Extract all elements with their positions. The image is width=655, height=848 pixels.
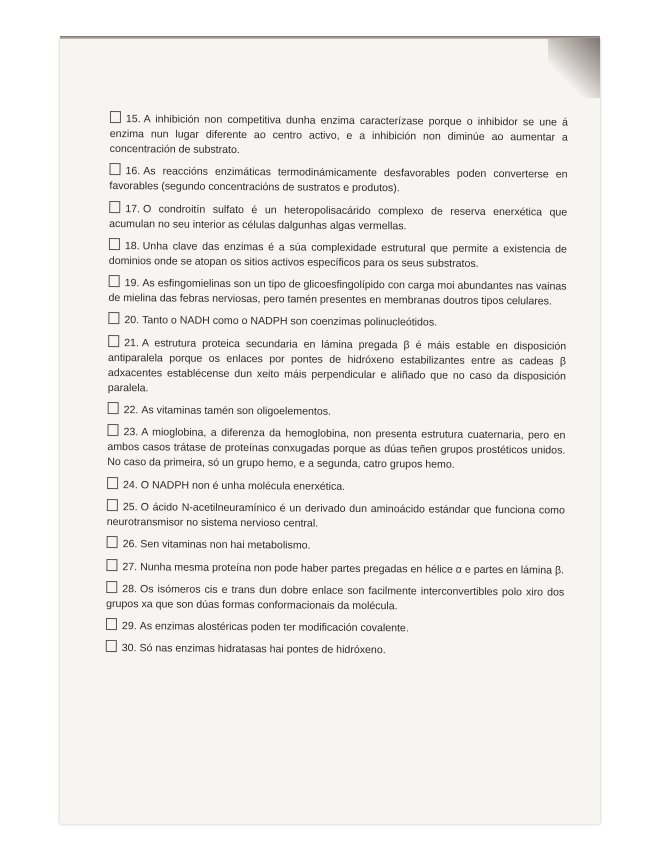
- question-text: O NADPH non é unha molécula enerxética.: [140, 478, 346, 493]
- question-text: Tanto o NADH como o NADPH son coenzimas polinucleótidos.: [142, 314, 438, 330]
- question-24: [107, 477, 565, 497]
- question-30: [106, 640, 564, 660]
- checkbox[interactable]: [108, 312, 119, 324]
- checkbox[interactable]: [106, 640, 117, 652]
- question-text: O ácido N-acetilneuramínico é un derivado dun aminoácido estándar que funciona como neurotransmisor no sistema nervioso central.: [106, 501, 565, 530]
- question-text: As esfingomielinas son un tipo de glicoesfingolípido con carga moi abundantes nas vainas de mielina das febras nerviosas, pero tamén presentes en membranas doutros tipos celulares.: [108, 277, 567, 308]
- question-text: Os isómeros cis e trans dun dobre enlace son facilmente interconvertibles polo xiro dos grupos xa que son dúas formas conformacionais da molécula.: [106, 583, 565, 613]
- checkbox[interactable]: [106, 618, 117, 630]
- question-25: [107, 499, 565, 534]
- question-19: [108, 275, 566, 310]
- checkbox[interactable]: [109, 163, 120, 175]
- question-number: 20.: [124, 314, 140, 327]
- checkbox[interactable]: [108, 335, 119, 347]
- question-list: [106, 111, 568, 666]
- question-15: [110, 111, 568, 161]
- question-text: As enzimas alostéricas poden ter modificación covalente.: [139, 620, 409, 635]
- question-number: 23.: [123, 426, 139, 439]
- question-number: 27.: [122, 560, 138, 573]
- question-number: 24.: [123, 478, 138, 491]
- checkbox[interactable]: [108, 402, 119, 414]
- checkbox[interactable]: [109, 201, 120, 213]
- question-number: 19.: [124, 277, 140, 290]
- question-text: A inhibición non competitiva dunha enzima caracterízase porque o inhibidor se une á enzima nun lugar diferente ao centro activo, e a inhibición non diminúe ao aumentar a concentración de substrato.: [109, 113, 568, 157]
- checkbox[interactable]: [107, 424, 118, 436]
- question-number: 28.: [122, 582, 138, 596]
- question-number: 29.: [121, 620, 137, 633]
- question-number: 22.: [123, 404, 139, 417]
- checkbox[interactable]: [106, 559, 117, 571]
- checkbox[interactable]: [109, 238, 120, 250]
- question-29: [106, 618, 564, 638]
- checkbox[interactable]: [110, 111, 121, 123]
- question-21: [108, 335, 566, 400]
- question-text: Só nas enzimas hidratasas hai pontes de hidróxeno.: [139, 642, 386, 657]
- question-number: 15.: [125, 113, 141, 126]
- checkbox[interactable]: [109, 275, 120, 287]
- question-number: 26.: [122, 538, 138, 551]
- checkbox[interactable]: [107, 499, 118, 511]
- paper-corner-shadow: [548, 38, 600, 98]
- question-20: [108, 312, 566, 332]
- question-text: As reaccións enzimáticas termodinámicamente desfavorables poden converterse en favorables (segundo concentracións de sustratos e produtos).: [109, 165, 568, 195]
- question-text: As vitaminas tamén son oligoelementos.: [141, 404, 332, 418]
- question-23: [107, 424, 565, 474]
- question-27: [106, 559, 564, 579]
- question-17: [109, 201, 567, 236]
- question-text: Sen vitaminas non hai metabolismo.: [140, 538, 311, 552]
- question-text: A mioglobina, a diferenza da hemoglobina, non presenta estrutura cuaternaria, pero en ambos casos trátase de proteínas conxugadas porque as dúas teñen grupos prostéticos unidos. No caso da primeira, só un grupo hemo, e a segunda, catro grupos hemo.: [107, 426, 566, 472]
- paper-top-edge: [60, 36, 600, 39]
- question-number: 25.: [122, 501, 138, 514]
- checkbox[interactable]: [106, 581, 117, 593]
- question-text: A estrutura proteica secundaria en lámina pregada β é máis estable en disposición antiparalela porque os enlaces por pontes de hidróxeno estabilizantes entre as cadeas β adxacentes establécense dun xeito máis perpendicular e aliñado que no caso da disposición paralela.: [107, 337, 567, 395]
- question-18: [109, 238, 567, 273]
- question-26: [107, 536, 565, 556]
- question-28: [106, 581, 564, 616]
- question-number: 30.: [121, 642, 137, 655]
- question-number: 16.: [125, 165, 141, 178]
- question-22: [108, 402, 566, 422]
- question-text: O condroitín sulfato é un heteropolisacárido complexo de reserva enerxética que acumulan no seu interior as células dalgunhas algas vermellas.: [109, 202, 568, 232]
- question-number: 21.: [124, 336, 139, 350]
- question-text: Nunha mesma proteína non pode haber partes pregadas en hélice α e partes en lámina β.: [140, 560, 565, 577]
- question-16: [109, 163, 567, 198]
- checkbox[interactable]: [107, 536, 118, 548]
- question-number: 18.: [124, 240, 140, 253]
- question-number: 17.: [125, 202, 141, 215]
- checkbox[interactable]: [107, 477, 118, 489]
- question-text: Unha clave das enzimas é a súa complexidade estrutural que permite a existencia de dominios onde se atopan os sitios activos específicos para os seus substratos.: [108, 240, 567, 270]
